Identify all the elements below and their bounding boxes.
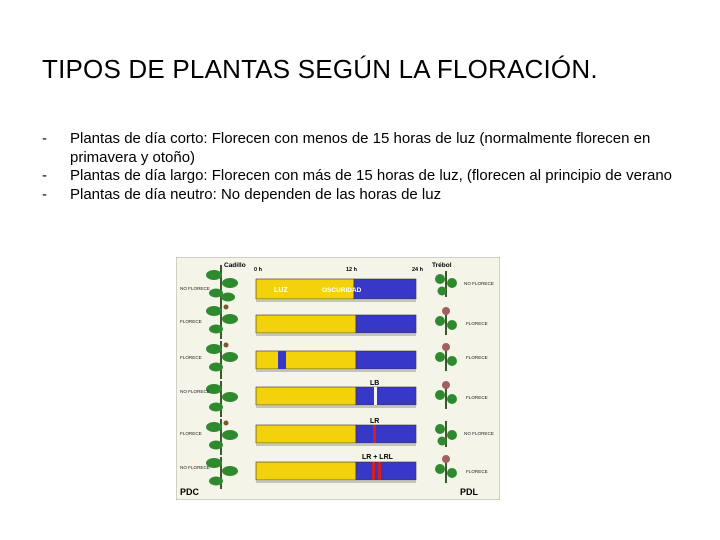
bar-row-2 (256, 315, 416, 335)
left-outcome-label: NO FLORECE (180, 389, 210, 394)
bullet-long-day (42, 167, 692, 186)
bullet-short-day (42, 130, 692, 167)
bullet-text: Plantas de día corto: Florecen con menos de 15 horas de luz (normalmente florecen en primavera y otoño) (70, 130, 651, 166)
left-plant-name: Cadillo (224, 262, 246, 269)
right-outcome-label: FLORECE (466, 321, 488, 326)
bullet-dash: - (42, 185, 47, 203)
time-label: 0 h (254, 267, 262, 273)
left-outcome-label: NO FLORECE (180, 465, 210, 470)
right-outcome-label: FLORECE (466, 469, 488, 474)
bullet-text: Plantas de día largo: Florecen con más de 15 horas de luz, (florecen al principio de verano (70, 167, 673, 184)
left-outcome-label: FLORECE (180, 431, 202, 436)
bar-row-1 (256, 279, 416, 301)
treatment-label: LR + LRL (362, 454, 393, 461)
right-plant-name: Trébol (432, 262, 452, 269)
right-outcome-label: FLORECE (466, 395, 488, 400)
slide-title: TIPOS DE PLANTAS SEGÚN LA FLORACIÓN. (42, 54, 598, 84)
photoperiod-diagram (176, 257, 500, 500)
bullet-dash: - (42, 167, 47, 184)
right-outcome-label: FLORECE (466, 355, 488, 360)
left-outcome-label: FLORECE (180, 355, 202, 360)
left-outcome-label: NO FLORECE (180, 286, 210, 291)
treatment-label: LB (370, 380, 380, 387)
time-label: 12 h (346, 267, 358, 273)
oscuridad-label: OSCURIDAD (322, 287, 362, 294)
right-outcome-label: NO FLORECE (464, 281, 494, 286)
left-outcome-label: FLORECE (180, 319, 202, 324)
bullet-text: Plantas de día neutro: No dependen de las horas de luz (70, 185, 442, 203)
bullet-neutral-day (42, 186, 692, 205)
pdc-label: PDC (180, 487, 200, 497)
diagram-svg (176, 257, 500, 500)
pdl-label: PDL (460, 487, 478, 497)
time-label: 24 h (412, 267, 424, 273)
right-outcome-label: NO FLORECE (464, 431, 494, 436)
treatment-label: LR (370, 418, 380, 425)
bar-row-3 (256, 351, 416, 371)
bullet-dash: - (42, 130, 47, 147)
luz-label: LUZ (274, 287, 288, 294)
bullet-list (42, 130, 692, 204)
